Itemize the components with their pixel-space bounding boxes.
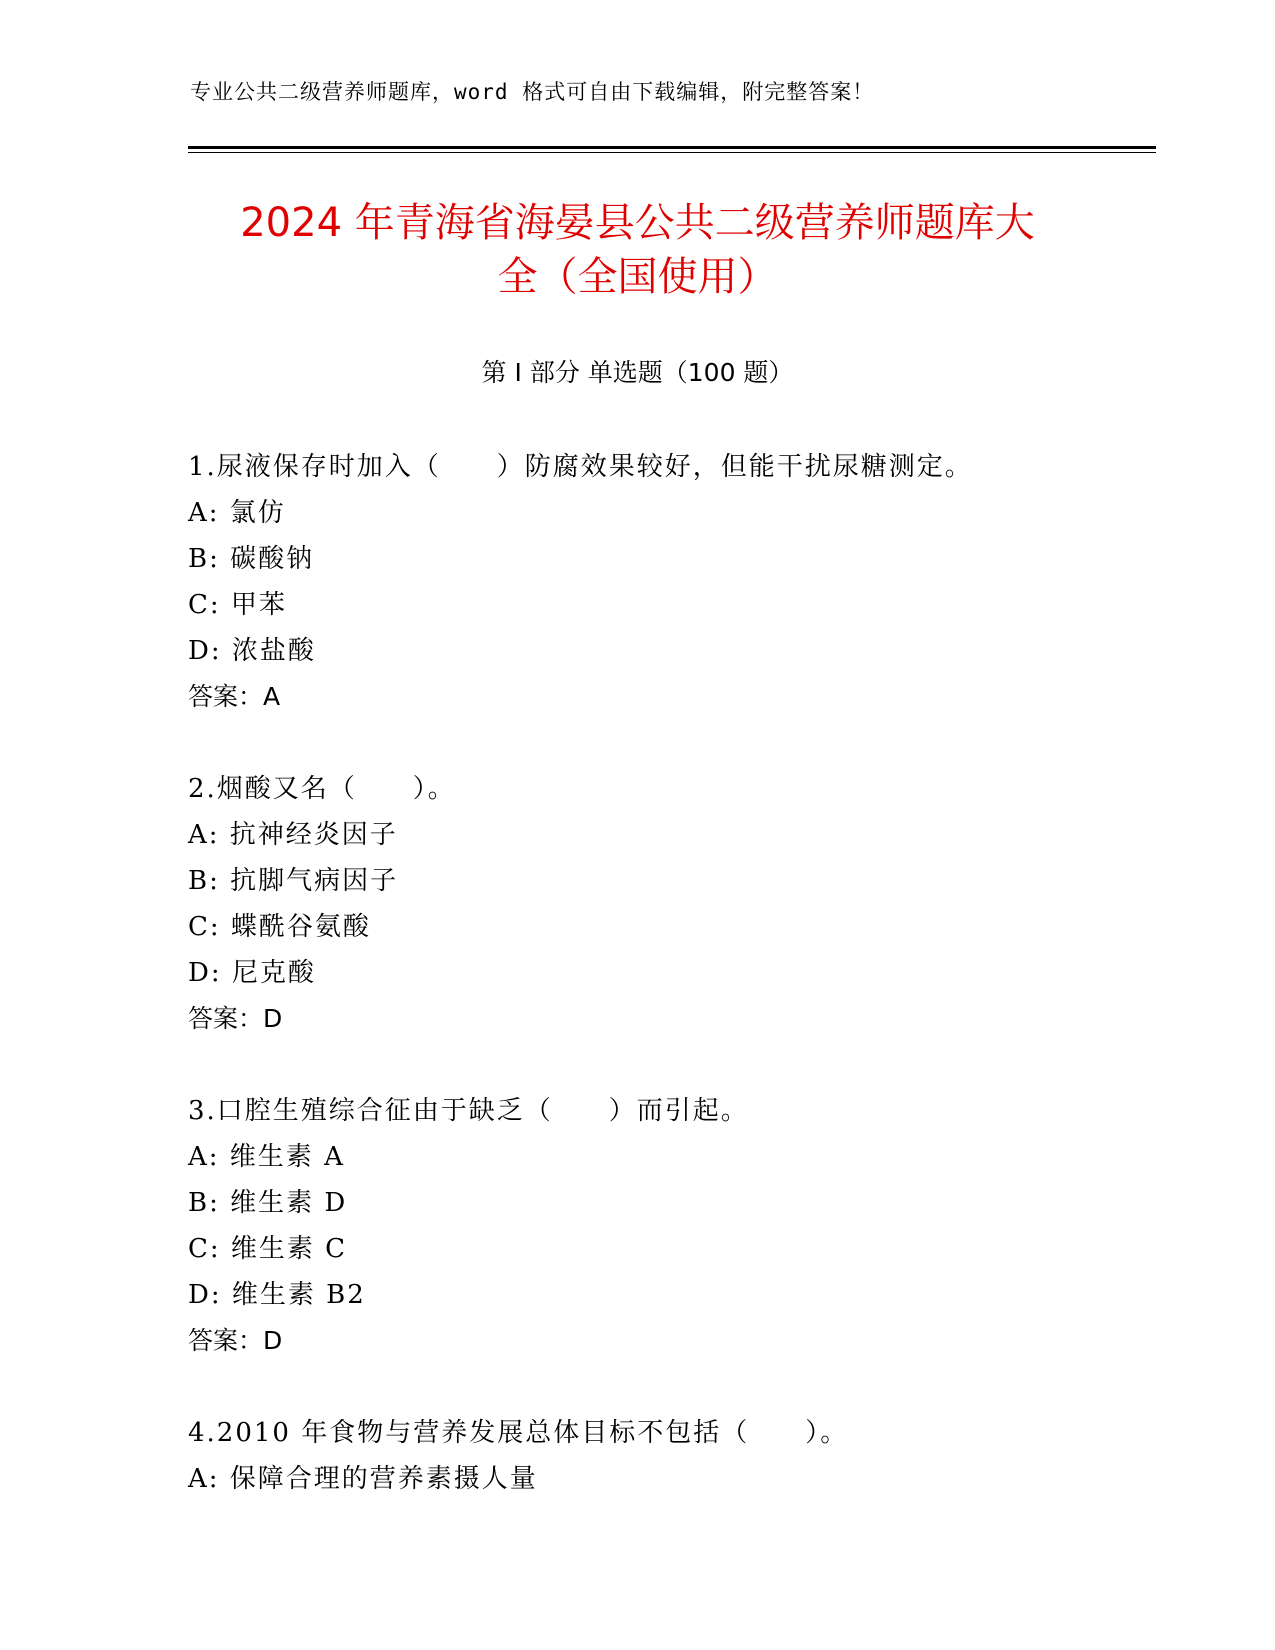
- page-header-text: 专业公共二级营养师题库，word 格式可自由下载编辑，附完整答案！: [190, 80, 875, 104]
- section-title: 第 I 部分 单选题（100 题）: [481, 358, 794, 387]
- question-2: [188, 766, 1148, 1042]
- question-1: [188, 444, 1148, 720]
- option-d: D: 尼克酸: [188, 958, 316, 988]
- question-list: [188, 444, 1148, 1548]
- option-a: A: 保障合理的营养素摄人量: [188, 1464, 538, 1494]
- option-c: C: 甲苯: [188, 590, 287, 620]
- option-a: A: 氯仿: [188, 498, 286, 528]
- answer: 答案：D: [188, 1004, 283, 1033]
- question-stem: 1.尿液保存时加入（ ）防腐效果较好，但能干扰尿糖测定。: [188, 452, 973, 482]
- option-c: C: 维生素 C: [188, 1234, 348, 1264]
- answer: 答案：A: [188, 682, 281, 711]
- option-d: D: 维生素 B2: [188, 1280, 366, 1310]
- option-b: B: 维生素 D: [188, 1188, 348, 1218]
- header-rule-thick: [188, 146, 1156, 149]
- document-title-line-2: 全（全国使用）: [497, 254, 778, 300]
- option-c: C: 蝶酰谷氨酸: [188, 912, 371, 942]
- header-rule-thin: [188, 152, 1156, 153]
- document-title-line-1: 2024 年青海省海晏县公共二级营养师题库大: [240, 200, 1035, 246]
- document-title: [150, 196, 1125, 304]
- question-3: [188, 1088, 1148, 1364]
- option-b: B: 抗脚气病因子: [188, 866, 399, 896]
- option-b: B: 碳酸钠: [188, 544, 315, 574]
- question-stem: 2.烟酸又名（ ）。: [188, 774, 456, 804]
- question-stem: 3.口腔生殖综合征由于缺乏（ ）而引起。: [188, 1096, 749, 1126]
- option-a: A: 抗神经炎因子: [188, 820, 398, 850]
- option-a: A: 维生素 A: [188, 1142, 345, 1172]
- answer: 答案：D: [188, 1326, 283, 1355]
- question-4: [188, 1410, 1148, 1502]
- option-d: D: 浓盐酸: [188, 636, 316, 666]
- question-stem: 4.2010 年食物与营养发展总体目标不包括（ ）。: [188, 1418, 849, 1448]
